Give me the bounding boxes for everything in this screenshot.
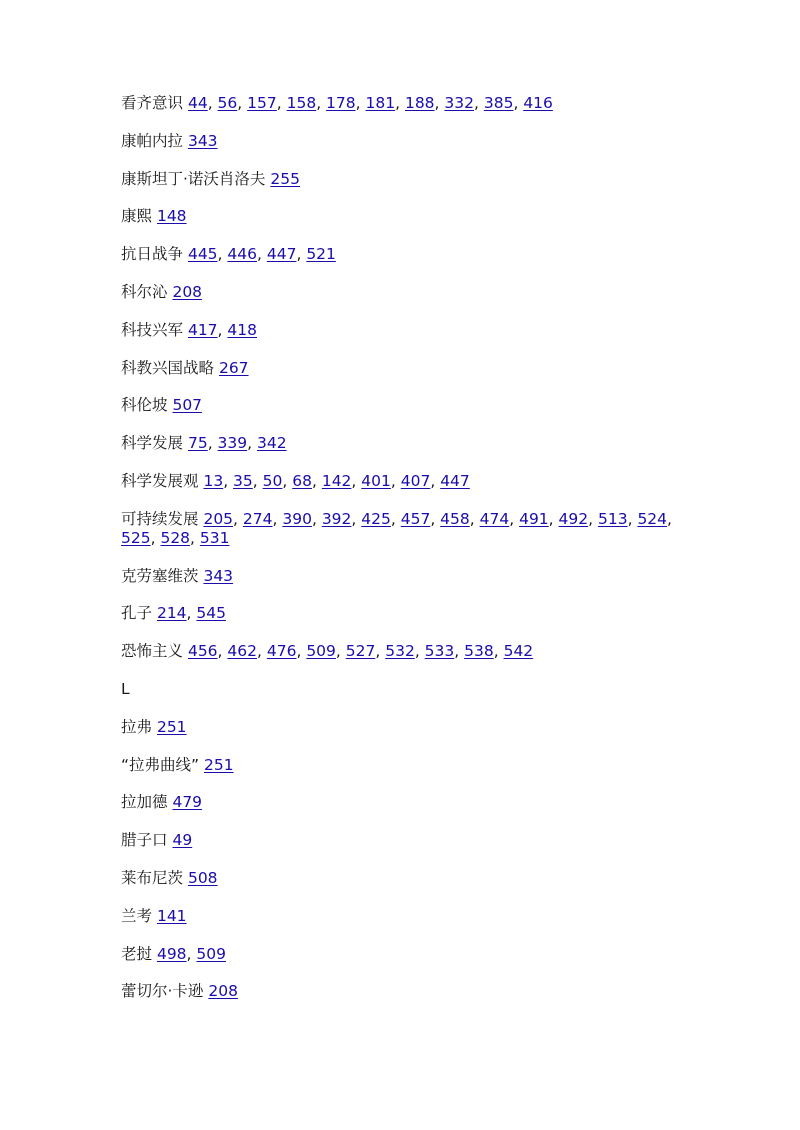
page-separator: , <box>217 320 228 339</box>
page-link[interactable]: 75 <box>187 434 208 453</box>
page-link[interactable]: 524 <box>637 509 668 528</box>
page-separator: , <box>217 245 228 264</box>
index-term: 康斯坦丁·诺沃肖洛夫 <box>121 169 266 188</box>
index-entry <box>121 434 681 453</box>
index-entry <box>121 321 681 340</box>
index-term: “拉弗曲线” <box>121 755 200 774</box>
page-link[interactable]: 158 <box>286 94 317 112</box>
page-separator: , <box>351 471 362 490</box>
page-link[interactable]: 343 <box>203 566 234 585</box>
page-link[interactable]: 456 <box>187 642 218 661</box>
page-separator: , <box>311 471 322 490</box>
page-link[interactable]: 407 <box>400 471 431 490</box>
index-entry <box>121 396 681 415</box>
page-link[interactable]: 251 <box>156 717 187 736</box>
page-separator: , <box>414 642 425 661</box>
page-separator: , <box>296 642 307 661</box>
index-list <box>121 94 681 1020</box>
index-entry <box>121 907 681 926</box>
index-term: 克劳塞维茨 <box>121 566 199 585</box>
page-link[interactable]: 531 <box>199 528 230 547</box>
index-term: 科教兴国战略 <box>121 358 215 377</box>
page-separator: , <box>430 509 441 528</box>
index-term: 科伦坡 <box>121 396 168 415</box>
page-link[interactable]: 476 <box>266 642 297 661</box>
page-separator: , <box>395 94 405 112</box>
index-term: 兰考 <box>121 906 153 925</box>
page-link[interactable]: 208 <box>172 282 203 301</box>
index-term: 科技兴军 <box>121 320 184 339</box>
page-link[interactable]: 332 <box>444 94 474 112</box>
page-link[interactable]: 274 <box>242 509 273 528</box>
page-separator: , <box>247 434 257 453</box>
index-entry <box>121 170 681 189</box>
page-separator: , <box>233 509 243 528</box>
page-link[interactable]: 390 <box>282 509 312 528</box>
index-entry <box>121 510 681 548</box>
page-link[interactable]: 542 <box>503 642 534 661</box>
index-entry <box>121 793 681 812</box>
index-term: 腊子口 <box>121 831 168 850</box>
page-link[interactable]: 385 <box>483 94 514 112</box>
index-term: 拉加德 <box>121 793 168 812</box>
page-link[interactable]: 343 <box>187 131 218 150</box>
index-term: 看齐意识 <box>121 94 184 112</box>
page-link[interactable]: 446 <box>227 245 257 264</box>
index-term: 科学发展 <box>121 434 184 453</box>
page-link[interactable]: 521 <box>306 245 336 264</box>
index-entry <box>121 94 681 113</box>
page-link[interactable]: 342 <box>257 434 287 453</box>
page-link[interactable]: 525 <box>121 528 151 547</box>
index-entry <box>121 472 681 491</box>
page-separator: , <box>276 94 287 112</box>
page-link[interactable]: 142 <box>321 471 352 490</box>
page-link[interactable]: 447 <box>266 245 297 264</box>
page-link[interactable]: 339 <box>217 434 248 453</box>
page-link[interactable]: 68 <box>292 471 312 490</box>
index-entry <box>121 718 681 737</box>
page-link[interactable]: 532 <box>385 642 415 661</box>
section-letter-label: L <box>121 679 130 698</box>
page-link[interactable]: 205 <box>203 509 234 528</box>
page-link[interactable]: 527 <box>345 642 376 661</box>
page-link[interactable]: 545 <box>196 604 226 623</box>
page-link[interactable]: 492 <box>558 509 589 528</box>
page-link[interactable]: 509 <box>196 944 226 963</box>
index-entry <box>121 132 681 151</box>
page-link[interactable]: 178 <box>326 94 356 112</box>
index-entry <box>121 207 681 226</box>
index-term: 康熙 <box>121 207 153 226</box>
page-separator: , <box>296 245 307 264</box>
index-entry <box>121 982 681 1001</box>
page-link[interactable]: 458 <box>440 509 470 528</box>
page-link[interactable]: 208 <box>208 982 238 1001</box>
page-separator: , <box>355 94 366 112</box>
page-link[interactable]: 401 <box>361 471 391 490</box>
page-separator: , <box>237 94 248 112</box>
index-entry <box>121 945 681 964</box>
index-term: 科学发展观 <box>121 471 199 490</box>
page-link[interactable]: 538 <box>464 642 494 661</box>
index-term: 可持续发展 <box>121 509 199 528</box>
page-separator: , <box>186 604 197 623</box>
page-link[interactable]: 214 <box>156 604 187 623</box>
page-link[interactable]: 56 <box>217 94 238 112</box>
page-separator: , <box>282 471 293 490</box>
index-term: 老挝 <box>121 944 153 963</box>
page-separator: , <box>430 471 441 490</box>
page-separator: , <box>375 642 386 661</box>
page-separator: , <box>588 509 598 528</box>
index-entry <box>121 245 681 264</box>
page-link[interactable]: 474 <box>479 509 510 528</box>
index-entry <box>121 567 681 586</box>
index-entry <box>121 359 681 378</box>
page-link[interactable]: 508 <box>187 868 218 887</box>
page-link[interactable]: 447 <box>440 471 470 490</box>
page-separator: , <box>509 509 520 528</box>
page-link[interactable]: 418 <box>227 320 257 339</box>
index-entry <box>121 831 681 850</box>
page-link[interactable]: 462 <box>227 642 257 661</box>
page-link[interactable]: 491 <box>519 509 549 528</box>
page-link[interactable]: 479 <box>172 793 203 812</box>
page-separator: , <box>252 471 263 490</box>
page-separator: , <box>257 245 267 264</box>
page-separator: , <box>351 509 362 528</box>
page-separator: , <box>469 509 480 528</box>
index-term: 抗日战争 <box>121 245 184 264</box>
page-separator: , <box>335 642 346 661</box>
page-separator: , <box>667 509 672 528</box>
index-entry <box>121 283 681 302</box>
page-link[interactable]: 44 <box>187 94 208 112</box>
index-term: 科尔沁 <box>121 282 168 301</box>
page-link[interactable]: 416 <box>523 94 553 112</box>
page-separator: , <box>217 642 228 661</box>
page-separator: , <box>311 509 322 528</box>
page-separator: , <box>627 509 638 528</box>
page-separator: , <box>150 528 161 547</box>
page-separator: , <box>316 94 327 112</box>
page-link[interactable]: 267 <box>218 358 249 377</box>
page-link[interactable]: 533 <box>424 642 455 661</box>
page-separator: , <box>223 471 234 490</box>
page-separator: , <box>257 642 267 661</box>
index-term: 康帕内拉 <box>121 131 184 150</box>
page-link[interactable]: 50 <box>262 471 283 490</box>
page-link[interactable]: 457 <box>400 509 431 528</box>
index-term: 拉弗 <box>121 717 153 736</box>
page-link[interactable]: 188 <box>404 94 435 112</box>
page-link[interactable]: 13 <box>203 471 224 490</box>
page-separator: , <box>493 642 504 661</box>
page-link[interactable]: 445 <box>187 245 218 264</box>
index-entry <box>121 604 681 623</box>
page-link[interactable]: 498 <box>156 944 187 963</box>
index-term: 蕾切尔·卡逊 <box>121 982 204 1001</box>
index-entry <box>121 756 681 775</box>
page-link[interactable]: 417 <box>187 320 218 339</box>
page-link[interactable]: 255 <box>270 169 300 188</box>
page-link[interactable]: 425 <box>361 509 391 528</box>
page-link[interactable]: 513 <box>597 509 628 528</box>
page-link[interactable]: 528 <box>160 528 191 547</box>
page-link[interactable]: 35 <box>233 471 253 490</box>
page-separator: , <box>207 434 218 453</box>
page-link[interactable]: 392 <box>321 509 352 528</box>
index-term: 孔子 <box>121 604 153 623</box>
index-term: 莱布尼茨 <box>121 868 184 887</box>
page-separator: , <box>434 94 445 112</box>
page-link[interactable]: 181 <box>365 94 396 112</box>
section-letter <box>121 680 681 699</box>
page-separator: , <box>390 509 401 528</box>
page-link[interactable]: 509 <box>306 642 336 661</box>
page-link[interactable]: 251 <box>204 755 234 774</box>
page-link[interactable]: 148 <box>156 207 187 226</box>
page-separator: , <box>513 94 524 112</box>
page-link[interactable]: 507 <box>172 396 203 415</box>
page-separator: , <box>548 509 559 528</box>
page-separator: , <box>272 509 283 528</box>
page-separator: , <box>190 528 200 547</box>
page-separator: , <box>454 642 465 661</box>
page-separator: , <box>390 471 401 490</box>
index-term: 恐怖主义 <box>121 642 184 661</box>
page-link[interactable]: 157 <box>247 94 277 112</box>
page-separator: , <box>474 94 484 112</box>
index-entry <box>121 642 681 661</box>
index-entry <box>121 869 681 888</box>
page-separator: , <box>186 944 197 963</box>
page-separator: , <box>207 94 218 112</box>
page-link[interactable]: 141 <box>156 906 187 925</box>
page-link[interactable]: 49 <box>172 831 193 850</box>
